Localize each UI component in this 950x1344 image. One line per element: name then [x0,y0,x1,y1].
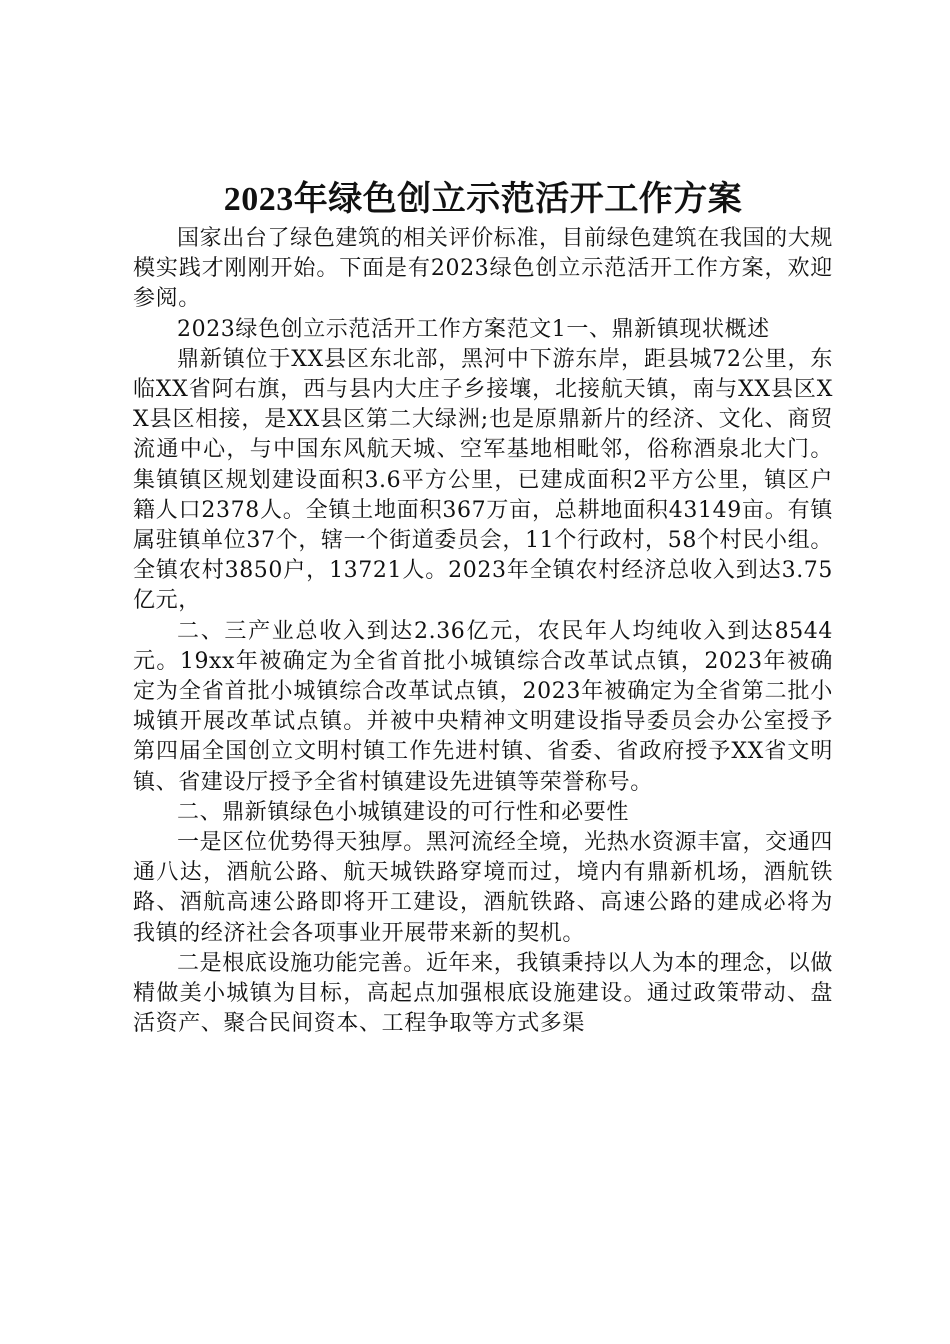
intro-paragraph: 国家出台了绿色建筑的相关评价标准，目前绿色建筑在我国的大规模实践才刚刚开始。下面是有2023绿色创立示范活开工作方案，欢迎参阅。 [133,226,833,312]
overview-paragraph: 鼎新镇位于XX县区东北部，黑河中下游东岸，距县城72公里，东临XX省阿右旗，西与县内大庄子乡接壤，北接航天镇，南与XX县区XX县区相接，是XX县区第二大绿洲;也是原鼎新片的经济、文化、商贸流通中心，与中国东风航天城、空军基地相毗邻，俗称酒泉北大门。集镇镇区规划建设面积3.6平方公里，已建成面积2平方公里，镇区户籍人口2378人。全镇土地面积367万亩，总耕地面积43149亩。有镇属驻镇单位37个，辖一个街道委员会，11个行政村，58个村民小组。全镇农村3850户，13721人。2023年全镇农村经济总收入到达3.75亿元， [133,346,833,614]
section-heading-overview: 2023绿色创立示范活开工作方案范文1一、鼎新镇现状概述 [177,316,770,342]
document-title: 2023年绿色创立示范活开工作方案 [223,181,743,218]
document-page [133,178,833,1039]
location-advantage-paragraph: 一是区位优势得天独厚。黑河流经全境，光热水资源丰富，交通四通八达，酒航公路、航天城铁路穿境而过，境内有鼎新机场，酒航铁路、酒航高速公路即将开工建设，酒航铁路、高速公路的建成必将为我镇的经济社会各项事业开展带来新的契机。 [133,830,833,946]
industry-income-paragraph: 二、三产业总收入到达2.36亿元，农民年人均纯收入到达8544元。19xx年被确定为全省首批小城镇综合改革试点镇，2023年被确定为全省首批小城镇综合改革试点镇，2023年被确定为全省第二批小城镇开展改革试点镇。并被中央精神文明建设指导委员会办公室授予第四届全国创立文明村镇工作先进村镇、省委、省政府授予XX省文明镇、省建设厅授予全省村镇建设先进镇等荣誉称号。 [133,618,833,795]
section-heading-feasibility: 二、鼎新镇绿色小城镇建设的可行性和必要性 [177,799,630,825]
infrastructure-paragraph: 二是根底设施功能完善。近年来，我镇秉持以人为本的理念，以做精做美小城镇为目标，高起点加强根底设施建设。通过政策带动、盘活资产、聚合民间资本、工程争取等方式多渠 [133,950,833,1037]
